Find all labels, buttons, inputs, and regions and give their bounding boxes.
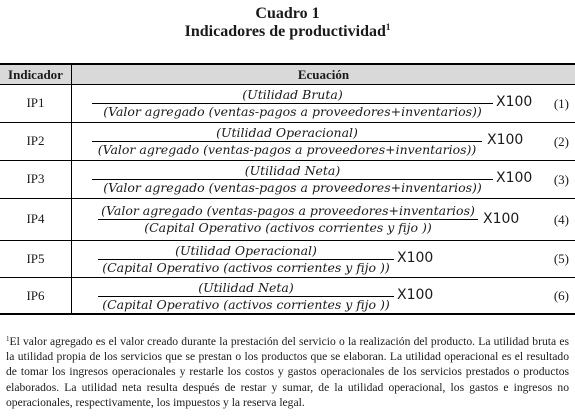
equation-fraction — [92, 125, 482, 158]
numerator: (Utilidad Operacional) — [92, 125, 482, 142]
indicator-label: IP6 — [0, 278, 72, 313]
footnote-text: El valor agregado es el valor creado durante la prestación del servicio o la realización del producto. La utilidad bruta es la utilidad propia de los servicios que se prestan o los productos que se elaboran. La utilidad operacional es el resultado de tomar los ingresos operacionales y restarle los costos y gastos operacionales de los servicios prestados o productos elaborados. La utilidad neta resulta después de restar y sumar, de la utilidad operacional, los gastos e ingresos no operacionales, respectivamente, los impuestos y la reserva legal. — [6, 335, 569, 409]
multiplier: X100 — [397, 250, 434, 266]
numerator: (Valor agregado (ventas-pagos a proveedores+inventarios) — [98, 203, 478, 220]
table-row — [0, 199, 575, 241]
table-row — [0, 161, 575, 199]
equation-number: (1) — [553, 96, 569, 111]
table-row — [0, 241, 575, 278]
table-footnote — [6, 334, 569, 410]
table-row — [0, 85, 575, 123]
header-indicator: Indicador — [0, 65, 72, 84]
equation-number: (3) — [553, 172, 569, 187]
header-equation: Ecuación — [297, 67, 350, 82]
multiplier: X100 — [487, 132, 524, 148]
multiplier: X100 — [496, 170, 533, 186]
table-caption-subtitle — [0, 23, 575, 41]
multiplier: X100 — [483, 211, 520, 227]
denominator: (Valor agregado (ventas-pagos a proveedores+inventarios)) — [103, 104, 482, 119]
indicator-label: IP2 — [0, 123, 72, 160]
equation-fraction — [92, 87, 493, 120]
numerator: (Utilidad Bruta) — [92, 87, 493, 104]
equation-number: (2) — [553, 134, 569, 149]
numerator: (Utilidad Neta) — [92, 163, 493, 180]
equation-fraction — [98, 243, 394, 276]
equation-fraction — [98, 280, 394, 313]
indicator-label: IP1 — [0, 85, 72, 122]
table-header-row — [0, 63, 575, 85]
multiplier: X100 — [397, 287, 434, 303]
denominator: (Capital Operativo (activos corrientes y fijo )) — [144, 220, 432, 235]
denominator: (Valor agregado (ventas-pagos a proveedores+inventarios)) — [103, 180, 482, 195]
subtitle-text: Indicadores de productividad — [184, 23, 386, 40]
numerator: (Utilidad Operacional) — [98, 243, 394, 260]
equation-fraction — [92, 163, 493, 196]
equation-number: (6) — [553, 288, 569, 303]
equation-number: (4) — [553, 212, 569, 227]
indicator-label: IP4 — [0, 199, 72, 240]
footnote-marker: 1 — [6, 335, 10, 343]
indicator-label: IP3 — [0, 161, 72, 198]
equation-number: (5) — [553, 251, 569, 266]
indicator-label: IP5 — [0, 241, 72, 277]
numerator: (Utilidad Neta) — [98, 280, 394, 297]
multiplier: X100 — [496, 94, 533, 110]
footnote-marker: 1 — [385, 22, 391, 32]
equation-fraction — [98, 203, 478, 236]
table-row — [0, 123, 575, 161]
table-caption-title: Cuadro 1 — [255, 5, 320, 22]
table-row — [0, 278, 575, 315]
productivity-indicators-table — [0, 63, 575, 315]
denominator: (Valor agregado (ventas-pagos a proveedores+inventarios)) — [97, 142, 477, 157]
denominator: (Capital Operativo (activos corrientes y fijo )) — [102, 260, 390, 275]
denominator: (Capital Operativo (activos corrientes y fijo )) — [102, 297, 390, 312]
